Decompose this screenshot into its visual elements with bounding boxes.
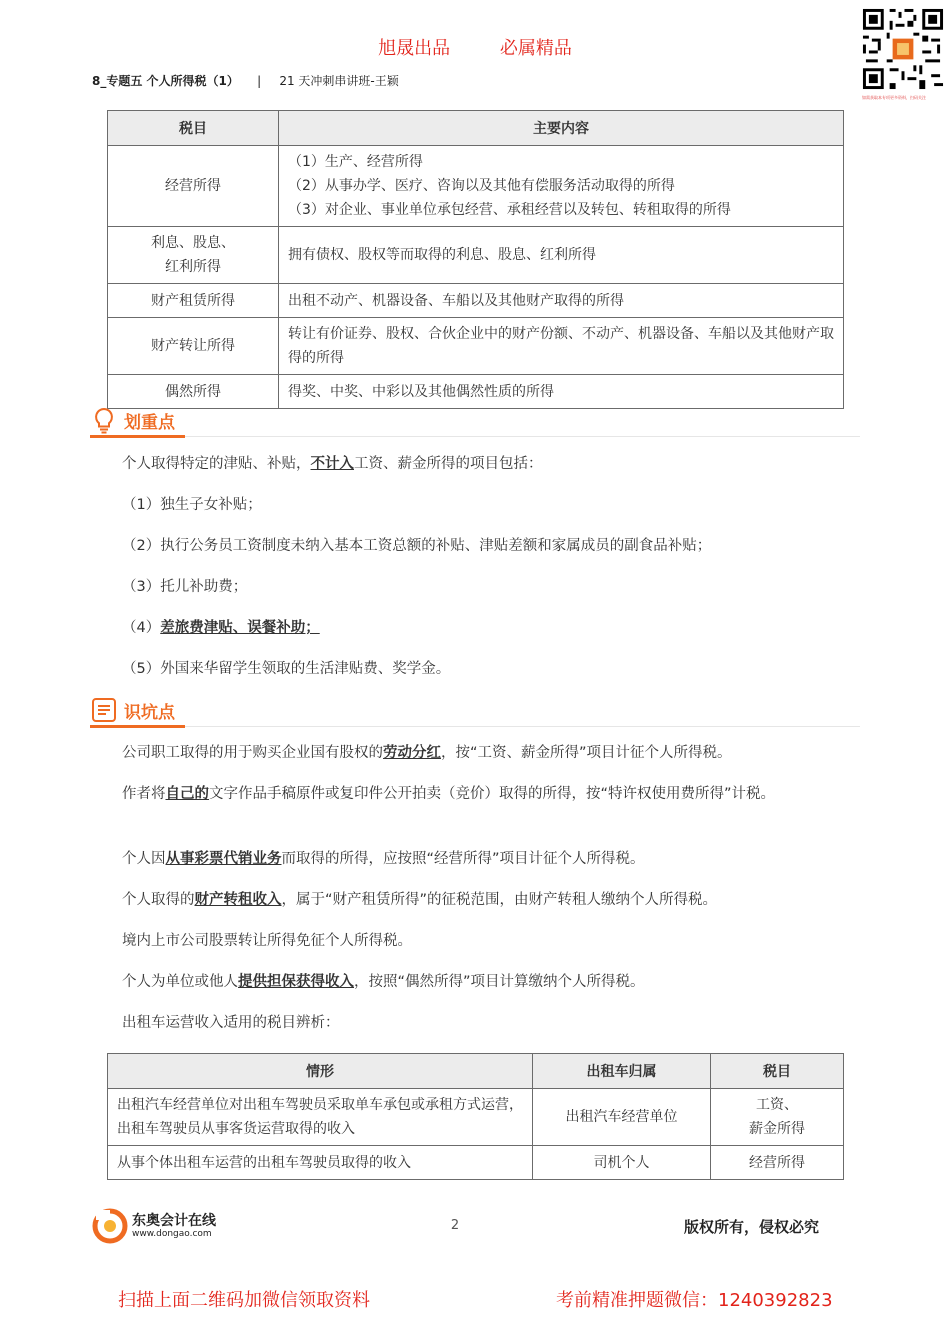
- text-run: （4）: [122, 620, 161, 636]
- case-cell: 出租汽车经营单位对出租车驾驶员采取单车承包或承租方式运营，出租车驾驶员从事客货运营取得的收入: [108, 1089, 533, 1146]
- promo-right-text: 考前精准押题微信：1240392823: [556, 1290, 833, 1311]
- table-row: [108, 318, 844, 375]
- section-title: 识坑点: [124, 703, 175, 723]
- emphasis-text: 自己的: [165, 786, 209, 802]
- text-run: 工资、薪金所得的项目包括：: [354, 456, 543, 472]
- pitfall-paragraph: [92, 782, 862, 806]
- content-cell: 拥有债权、股权等而取得的利息、股息、红利所得: [279, 227, 844, 284]
- course-name: 21 天冲刺串讲班-王颖: [279, 74, 399, 88]
- emphasis-text: 劳动分红: [383, 745, 441, 761]
- pitfall-paragraph: [92, 741, 862, 765]
- promo-left-text: 扫描上面二维码加微信领取资料: [118, 1290, 370, 1311]
- column-header: 税目: [108, 111, 279, 146]
- column-header: 主要内容: [279, 111, 844, 146]
- text-run: （5）外国来华留学生领取的生活津贴费、奖学金。: [122, 661, 451, 677]
- text-run: （2）执行公务员工资制度未纳入基本工资总额的补贴、津贴差额和家属成员的副食品补贴；: [122, 538, 712, 554]
- table-header-row: [108, 1054, 844, 1089]
- pitfall-paragraph: [92, 1011, 862, 1035]
- list-item: [92, 657, 862, 681]
- content-cell: 转让有价证券、股权、合伙企业中的财产份额、不动产、机器设备、车船以及其他财产取得的所得: [279, 318, 844, 375]
- list-item: [92, 616, 862, 640]
- content-cell: [279, 146, 844, 227]
- text-run: 作者将: [122, 786, 166, 802]
- text-run: ，按“工资、薪金所得”项目计征个人所得税。: [441, 745, 732, 761]
- text-run: 公司职工取得的用于购买企业国有股权的: [122, 745, 383, 761]
- banner-right: 必属精品: [499, 38, 572, 59]
- section-underline: [90, 725, 185, 728]
- tax-item-cell: 工资、 薪金所得: [711, 1089, 844, 1146]
- running-header: [92, 72, 399, 89]
- emphasis-text: 差旅费津贴、误餐补助；: [160, 620, 320, 636]
- table-row: [108, 1146, 844, 1180]
- owner-cell: 出租汽车经营单位: [533, 1089, 711, 1146]
- column-header: 税目: [711, 1054, 844, 1089]
- list-document-icon: [90, 696, 118, 724]
- table-header-row: [108, 111, 844, 146]
- content-cell: 出租不动产、机器设备、车船以及其他财产取得的所得: [279, 284, 844, 318]
- header-separator: |: [257, 74, 262, 88]
- pitfall-paragraph: [92, 929, 862, 953]
- text-run: 出租车运营收入适用的税目辨析：: [122, 1015, 340, 1031]
- section-heading-key-points: [90, 406, 860, 437]
- section-heading-pitfalls: [90, 696, 860, 727]
- tax-item-cell: 经营所得: [108, 146, 279, 227]
- table-row: [108, 146, 844, 227]
- logo-mark-icon: [92, 1208, 128, 1244]
- table-row: [108, 227, 844, 284]
- logo-url: www.dongao.com: [132, 1229, 212, 1239]
- list-item: [92, 493, 862, 517]
- case-cell: 从事个体出租车运营的出租车驾驶员取得的收入: [108, 1146, 533, 1180]
- pitfall-paragraph: [92, 970, 862, 994]
- emphasis-text: 不计入: [310, 456, 354, 472]
- text-run: （3）托儿补助费；: [122, 579, 248, 595]
- pitfall-paragraph: [92, 888, 862, 912]
- emphasis-text: 从事彩票代销业务: [165, 851, 282, 867]
- tax-items-table: [107, 110, 844, 409]
- copyright-notice: 版权所有，侵权必究: [684, 1218, 820, 1236]
- table-row: [108, 284, 844, 318]
- taxi-income-table: [107, 1053, 844, 1180]
- column-header: 情形: [108, 1054, 533, 1089]
- text-run: （1）独生子女补贴；: [122, 497, 262, 513]
- tax-item-cell: 偶然所得: [108, 375, 279, 409]
- tax-item-cell: 经营所得: [711, 1146, 844, 1180]
- text-run: ，按照“偶然所得”项目计算缴纳个人所得税。: [354, 974, 645, 990]
- text-run: 个人取得特定的津贴、补贴，: [122, 456, 311, 472]
- page-number: 2: [450, 1218, 460, 1233]
- lightbulb-icon: [90, 406, 118, 434]
- text-run: 个人取得的: [122, 892, 195, 908]
- chapter-title: 8_专题五 个人所得税（1）: [92, 74, 239, 88]
- column-header: 出租车归属: [533, 1054, 711, 1089]
- text-run: 个人因: [122, 851, 166, 867]
- key-points-intro: [92, 452, 862, 476]
- text-run: 境内上市公司股票转让所得免征个人所得税。: [122, 933, 412, 949]
- qr-code: [860, 6, 946, 92]
- content-line: （2）从事办学、医疗、咨询以及其他有偿服务活动取得的所得: [288, 178, 675, 194]
- list-item: [92, 575, 862, 599]
- text-run: ，属于“财产租赁所得”的征税范围，由财产转租人缴纳个人所得税。: [281, 892, 718, 908]
- qr-caption: 如需获取本专项更多资料，扫码关注: [862, 95, 926, 100]
- table-row: [108, 1089, 844, 1146]
- text-run: 文字作品手稿原件或复印件公开拍卖（竞价）取得的所得，按“特许权使用费所得”计税。: [209, 786, 776, 802]
- emphasis-text: 财产转租收入: [194, 892, 282, 908]
- content-cell: 得奖、中奖、中彩以及其他偶然性质的所得: [279, 375, 844, 409]
- owner-cell: 司机个人: [533, 1146, 711, 1180]
- top-banner: [0, 34, 950, 60]
- section-underline: [90, 435, 185, 438]
- text-run: 个人为单位或他人: [122, 974, 238, 990]
- section-title: 划重点: [124, 413, 175, 433]
- content-line: （3）对企业、事业单位承包经营、承租经营以及转包、转租取得的所得: [288, 202, 731, 218]
- banner-left: 旭晟出品: [378, 38, 451, 59]
- logo-name: 东奥会计在线: [132, 1213, 216, 1229]
- text-run: 而取得的所得，应按照“经营所得”项目计征个人所得税。: [281, 851, 645, 867]
- list-item: [92, 534, 862, 558]
- pitfall-paragraph: [92, 847, 862, 871]
- content-line: （1）生产、经营所得: [288, 154, 423, 170]
- tax-item-cell: 财产租赁所得: [108, 284, 279, 318]
- emphasis-text: 提供担保获得收入: [238, 974, 354, 990]
- tax-item-cell: 财产转让所得: [108, 318, 279, 375]
- table-row: [108, 375, 844, 409]
- tax-item-cell: 利息、股息、 红利所得: [108, 227, 279, 284]
